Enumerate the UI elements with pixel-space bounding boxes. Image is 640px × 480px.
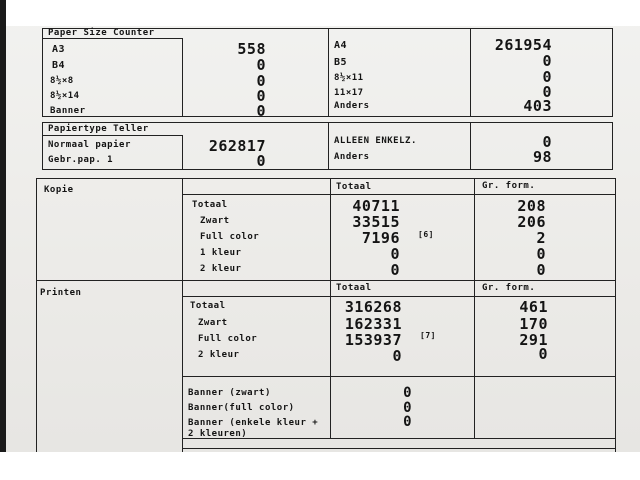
kopie-row-grform: 0 bbox=[536, 245, 546, 263]
divider bbox=[328, 122, 329, 170]
divider bbox=[182, 178, 183, 458]
printen-row-totaal: 153937 bbox=[344, 331, 402, 349]
divider bbox=[328, 28, 329, 117]
paper-size-label: 8½×14 bbox=[50, 91, 80, 101]
column-header-gr-form: Gr. form. bbox=[482, 283, 536, 293]
paper-size-label: A3 bbox=[52, 44, 66, 55]
kopie-row-note: [6] bbox=[418, 230, 434, 239]
printen-row-label: Full color bbox=[198, 334, 258, 344]
banner-row-label: Banner (zwart) bbox=[188, 388, 271, 398]
paper-size-label: 8½×11 bbox=[334, 73, 364, 83]
paper-size-counter-title: Paper Size Counter bbox=[48, 28, 155, 38]
paper-type-counter-title: Papiertype Teller bbox=[48, 124, 149, 134]
printen-row-grform: 461 bbox=[519, 298, 548, 316]
printen-row-note: [7] bbox=[420, 331, 436, 340]
paper-size-label: Anders bbox=[334, 101, 370, 111]
paper-size-value: 0 bbox=[256, 102, 266, 120]
paper-type-label: Anders bbox=[334, 152, 370, 162]
kopie-row-totaal: 0 bbox=[390, 261, 400, 279]
printen-row-totaal: 316268 bbox=[344, 298, 402, 316]
printen-row-grform: 0 bbox=[538, 345, 548, 363]
kopie-row-label: Zwart bbox=[200, 216, 230, 226]
divider bbox=[182, 38, 183, 117]
paper-size-value: 0 bbox=[542, 83, 552, 101]
divider bbox=[182, 296, 616, 297]
bottom-margin bbox=[0, 452, 640, 480]
kopie-row-grform: 208 bbox=[517, 197, 546, 215]
banner-row-label-cont: 2 kleuren) bbox=[188, 429, 248, 439]
column-header-gr-form: Gr. form. bbox=[482, 181, 536, 191]
paper-type-label: ALLEEN ENKELZ. bbox=[334, 136, 417, 146]
paper-size-label: A4 bbox=[334, 40, 348, 51]
kopie-row-label: 2 kleur bbox=[200, 264, 242, 274]
divider bbox=[182, 194, 616, 195]
kopie-row-totaal: 7196 bbox=[361, 229, 400, 247]
paper-size-value: 0 bbox=[256, 87, 266, 105]
divider bbox=[182, 448, 616, 449]
divider bbox=[182, 135, 183, 170]
kopie-row-totaal: 0 bbox=[390, 245, 400, 263]
kopie-section-title: Kopie bbox=[44, 185, 74, 195]
kopie-row-grform: 2 bbox=[536, 229, 546, 247]
printen-section-title: Printen bbox=[40, 288, 82, 298]
kopie-row-totaal: 33515 bbox=[352, 213, 400, 231]
divider bbox=[42, 135, 182, 136]
paper-type-value: 98 bbox=[532, 148, 552, 166]
paper-size-label: B5 bbox=[334, 57, 348, 68]
paper-size-value: 0 bbox=[256, 56, 266, 74]
divider bbox=[182, 376, 616, 377]
kopie-row-grform: 206 bbox=[517, 213, 546, 231]
column-header-totaal: Totaal bbox=[336, 182, 372, 192]
paper-type-label: Normaal papier bbox=[48, 140, 131, 150]
paper-size-label: Banner bbox=[50, 106, 86, 116]
printen-row-grform: 291 bbox=[519, 331, 548, 349]
paper-size-value: 261954 bbox=[494, 36, 552, 54]
banner-row-label: Banner (enkele kleur + bbox=[188, 418, 319, 428]
column-header-totaal: Totaal bbox=[336, 283, 372, 293]
printen-row-grform: 170 bbox=[519, 315, 548, 333]
paper-type-value: 262817 bbox=[208, 137, 266, 155]
kopie-row-totaal: 40711 bbox=[352, 197, 400, 215]
paper-size-label: 11×17 bbox=[334, 88, 364, 98]
paper-type-value: 0 bbox=[256, 152, 266, 170]
printen-row-label: Zwart bbox=[198, 318, 228, 328]
paper-type-label: Gebr.pap. 1 bbox=[48, 155, 114, 165]
banner-row-value: 0 bbox=[403, 414, 412, 430]
printen-row-totaal: 0 bbox=[392, 347, 402, 365]
banner-row-value: 0 bbox=[403, 400, 412, 416]
paper-size-value: 403 bbox=[523, 97, 552, 115]
kopie-row-label: Full color bbox=[200, 232, 260, 242]
kopie-row-label: Totaal bbox=[192, 200, 228, 210]
banner-row-value: 0 bbox=[403, 385, 412, 401]
banner-row-label: Banner(full color) bbox=[188, 403, 295, 413]
paper-size-label: B4 bbox=[52, 60, 66, 71]
kopie-row-grform: 0 bbox=[536, 261, 546, 279]
paper-size-value: 0 bbox=[542, 52, 552, 70]
kopie-row-label: 1 kleur bbox=[200, 248, 242, 258]
paper-type-value: 0 bbox=[542, 133, 552, 151]
paper-size-label: 8½×8 bbox=[50, 76, 74, 86]
paper-size-value: 558 bbox=[237, 40, 266, 58]
divider bbox=[36, 280, 616, 281]
printen-row-label: 2 kleur bbox=[198, 350, 240, 360]
left-shadow-edge bbox=[0, 0, 6, 480]
top-margin bbox=[0, 0, 640, 26]
printen-row-totaal: 162331 bbox=[344, 315, 402, 333]
printen-row-label: Totaal bbox=[190, 301, 226, 311]
divider bbox=[42, 38, 182, 39]
paper-size-value: 0 bbox=[256, 72, 266, 90]
paper-size-value: 0 bbox=[542, 68, 552, 86]
